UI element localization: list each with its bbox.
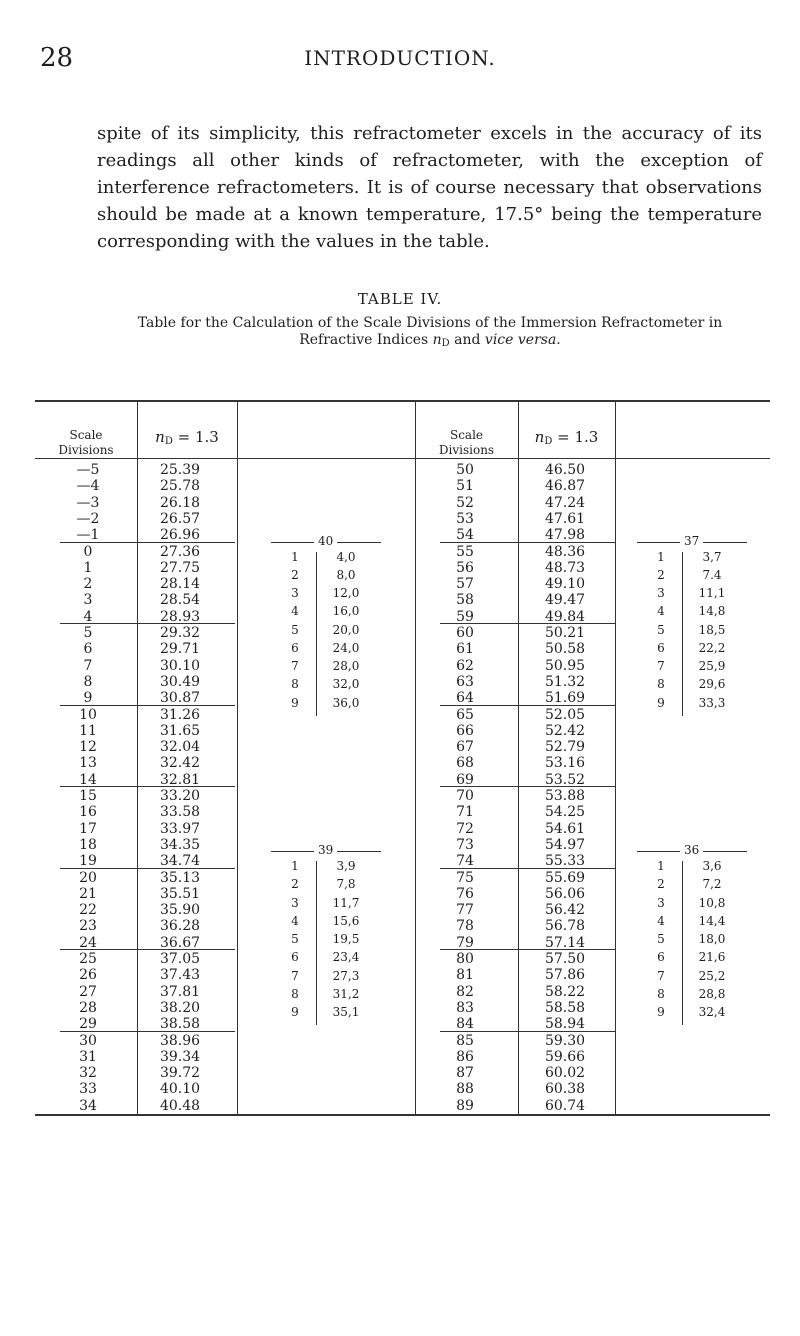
- prop-n: 7: [291, 968, 299, 983]
- table-row-scale: 57: [456, 576, 474, 593]
- prop-label-36: 36: [680, 843, 703, 857]
- prop-n: 6: [291, 640, 299, 655]
- table-row-nd: 26.57: [159, 510, 201, 527]
- table-row-scale: 67: [456, 739, 474, 756]
- table-row-nd: 33.58: [159, 804, 201, 821]
- table-row-scale: 86: [456, 1048, 474, 1065]
- prop-n: 8: [291, 677, 299, 692]
- prop-v: 24,0: [332, 640, 360, 655]
- table-row-nd: 48.73: [544, 559, 586, 576]
- table-row-scale: 1: [83, 559, 93, 576]
- table-row-nd: 47.98: [544, 527, 586, 544]
- table-row-scale: 59: [456, 608, 474, 625]
- table-row-nd: 32.04: [159, 739, 201, 756]
- prop-v: 31,2: [332, 986, 360, 1001]
- prop-v: 4,0: [336, 549, 356, 564]
- prop-n: 4: [657, 604, 665, 619]
- table-row-scale: 13: [79, 755, 97, 772]
- table-row-scale: 30: [79, 1032, 97, 1049]
- prop-v: 36,0: [332, 695, 360, 710]
- table-row-nd: 25.39: [159, 462, 201, 478]
- prop-n: 1: [657, 549, 665, 564]
- prop-n: 2: [291, 877, 299, 892]
- table-row-nd: 52.79: [544, 739, 586, 756]
- table-row-scale: 84: [456, 1016, 474, 1033]
- table-row-nd: 35.13: [159, 869, 201, 886]
- table-row-nd: 59.30: [544, 1032, 586, 1049]
- table-row-scale: —1: [76, 527, 100, 544]
- prop-n: 6: [657, 640, 665, 655]
- table-row-scale: 11: [79, 722, 97, 739]
- prop-v: 15,6: [332, 913, 360, 928]
- header-rule: [35, 458, 770, 459]
- table-row-nd: 60.38: [544, 1081, 586, 1098]
- table-row-scale: 18: [79, 836, 97, 853]
- header-nd-symbol: n: [155, 428, 165, 446]
- table-row-scale: 14: [79, 771, 97, 788]
- prop-v: 25,2: [698, 968, 726, 983]
- table-row-scale: 9: [83, 690, 93, 707]
- column-rule: [237, 400, 238, 1114]
- table-row-nd: 54.25: [544, 804, 586, 821]
- header-nd: [137, 430, 237, 449]
- table-row-nd: 36.28: [159, 918, 201, 935]
- prop-v: 7.4: [702, 567, 722, 582]
- table-row-nd: 28.14: [159, 576, 201, 593]
- table-row-scale: 4: [83, 608, 93, 625]
- table-row-nd: 31.65: [159, 722, 201, 739]
- header-scale-line: Divisions: [438, 443, 495, 457]
- table-row-nd: 58.22: [544, 983, 586, 1000]
- table-row-scale: 64: [456, 690, 474, 707]
- table-row-scale: 77: [456, 902, 474, 919]
- prop-n: 8: [291, 986, 299, 1001]
- prop-v: 7,2: [702, 877, 722, 892]
- prop-v: 21,6: [698, 950, 726, 965]
- prop-rule: [316, 861, 317, 1025]
- table-row-scale: 54: [456, 527, 474, 544]
- table-row-scale: 71: [456, 804, 474, 821]
- table-row-nd: 34.74: [159, 853, 201, 870]
- caption-line-1: Table for the Calculation of the Scale Divisions of the Immersion Refractometer in: [137, 315, 723, 331]
- prop-n: 4: [291, 913, 299, 928]
- table-row-scale: 56: [456, 559, 474, 576]
- table-row-nd: 56.42: [544, 902, 586, 919]
- table-row-nd: 31.26: [159, 706, 201, 723]
- prop-n: 4: [291, 604, 299, 619]
- table-bottom-rule: [35, 1114, 770, 1116]
- table-row-nd: 28.54: [159, 592, 201, 609]
- header-nd-value: = 1.3: [172, 428, 219, 446]
- table-row-nd: 56.78: [544, 918, 586, 935]
- table-row-nd: 46.50: [544, 462, 586, 478]
- table-row-nd: 57.86: [544, 967, 586, 984]
- table-row-nd: 34.35: [159, 836, 201, 853]
- table-row-nd: 53.52: [544, 771, 586, 788]
- column-rule: [518, 400, 519, 1114]
- table-row-scale: 51: [456, 478, 474, 495]
- table-row-nd: 52.42: [544, 722, 586, 739]
- table-row-scale: 83: [456, 999, 474, 1016]
- table-row-scale: —2: [76, 510, 100, 527]
- prop-n: 5: [291, 932, 299, 947]
- table-row-nd: 29.71: [159, 641, 201, 658]
- header-nd-sub: D: [164, 436, 173, 447]
- prop-v: 22,2: [698, 640, 726, 655]
- table-row-scale: 52: [456, 494, 474, 511]
- table-row-scale: 28: [79, 999, 97, 1016]
- prop-v: 29,6: [698, 677, 726, 692]
- table-row-nd: 55.69: [544, 869, 586, 886]
- table-row-nd: 39.34: [159, 1048, 201, 1065]
- table-row-scale: 8: [83, 673, 93, 690]
- prop-v: 3,7: [702, 549, 722, 564]
- table-row-nd: 27.36: [159, 543, 201, 560]
- table-row-scale: —4: [76, 478, 100, 495]
- table-row-nd: 35.51: [159, 885, 201, 902]
- prop-rule: [316, 552, 317, 716]
- prop-n: 2: [657, 567, 665, 582]
- table-row-nd: 58.58: [544, 999, 586, 1016]
- body-paragraph: spite of its simplicity, this refractometer excels in the accuracy of its readings all other kinds of refractometer, with the exception of interference refractometers. It is of course necessary that observations should be made at a known temperature, 17.5° being the temperature corresponding with the values in the table.: [97, 123, 762, 252]
- table-row-nd: 50.58: [544, 641, 586, 658]
- table-row-nd: 28.93: [159, 608, 201, 625]
- table-row-scale: 10: [79, 706, 97, 723]
- prop-n: 5: [657, 932, 665, 947]
- table-row-scale: 78: [456, 918, 474, 935]
- table-row-nd: 57.50: [544, 951, 586, 967]
- caption-vice-versa: vice versa.: [484, 332, 561, 348]
- table-row-nd: 30.87: [159, 690, 201, 707]
- table-row-nd: 48.36: [544, 543, 586, 560]
- prop-v: 14,8: [698, 604, 726, 619]
- prop-n: 5: [291, 622, 299, 637]
- table-row-nd: 49.84: [544, 608, 586, 625]
- prop-n: 1: [657, 859, 665, 874]
- table-row-nd: 27.75: [159, 559, 201, 576]
- prop-v: 28,0: [332, 659, 360, 674]
- table-row-scale: 50: [456, 462, 474, 478]
- table-row-scale: 33: [79, 1081, 97, 1098]
- table-row-nd: 39.72: [159, 1065, 201, 1082]
- table-row-scale: 23: [79, 918, 97, 935]
- prop-n: 6: [291, 950, 299, 965]
- table-row-nd: 37.43: [159, 967, 201, 984]
- prop-n: 9: [291, 695, 299, 710]
- prop-v: 35,1: [332, 1005, 360, 1020]
- table-top-rule: [35, 400, 770, 402]
- caption-nd: n: [432, 332, 442, 348]
- table-title: TABLE IV.: [357, 290, 443, 308]
- table-row-nd: 38.96: [159, 1032, 201, 1049]
- table-row-nd: 47.24: [544, 494, 586, 511]
- header-scale-divisions: [415, 428, 518, 458]
- prop-v: 33,3: [698, 695, 726, 710]
- table-row-nd: 46.87: [544, 478, 586, 495]
- table-row-scale: 12: [79, 739, 97, 756]
- table-row-scale: 16: [79, 804, 97, 821]
- prop-v: 19,5: [332, 932, 360, 947]
- table-row-scale: 75: [456, 869, 474, 886]
- page-number: 28: [40, 43, 74, 73]
- table-row-nd: 40.48: [159, 1097, 201, 1114]
- table-row-scale: 2: [83, 576, 93, 593]
- prop-v: 11,1: [698, 586, 726, 600]
- table-row-nd: 37.05: [159, 951, 201, 967]
- table-row-nd: 35.90: [159, 902, 201, 919]
- table-row-nd: 32.81: [159, 771, 201, 788]
- prop-v: 20,0: [332, 622, 360, 637]
- table-row-scale: 17: [79, 820, 97, 837]
- prop-v: 18,5: [698, 622, 726, 637]
- table-row-nd: 25.78: [159, 478, 201, 495]
- table-row-scale: 80: [456, 951, 474, 967]
- table-row-scale: 55: [456, 543, 474, 560]
- table-row-scale: 65: [456, 706, 474, 723]
- prop-n: 9: [657, 1005, 665, 1020]
- prop-n: 2: [657, 877, 665, 892]
- table-row-scale: 0: [83, 543, 93, 560]
- table-row-nd: 38.20: [159, 999, 201, 1016]
- table-row-scale: 26: [79, 967, 97, 984]
- column-rule: [615, 400, 616, 1114]
- table-row-nd: 26.96: [159, 527, 201, 544]
- table-row-scale: 6: [83, 641, 93, 658]
- table-row-nd: 60.02: [544, 1065, 586, 1082]
- table-row-scale: 69: [456, 771, 474, 788]
- prop-n: 6: [657, 950, 665, 965]
- table-row-nd: 32.42: [159, 755, 201, 772]
- table-row-scale: 72: [456, 820, 474, 837]
- table-row-nd: 30.49: [159, 673, 201, 690]
- header-nd-symbol: n: [534, 428, 545, 446]
- table-row-scale: 27: [79, 983, 97, 1000]
- prop-n: 9: [291, 1005, 299, 1020]
- table-row-nd: 40.10: [159, 1081, 201, 1098]
- prop-n: 3: [657, 586, 665, 600]
- prop-n: 1: [291, 549, 299, 564]
- prop-rule: [682, 552, 683, 716]
- table-row-nd: 26.18: [159, 494, 201, 511]
- prop-n: 8: [657, 986, 665, 1001]
- prop-v: 8,0: [336, 567, 356, 582]
- prop-v: 11,7: [332, 895, 360, 910]
- table-row-nd: 49.10: [544, 576, 586, 593]
- table-row-scale: 31: [79, 1048, 97, 1065]
- table-row-nd: 51.32: [544, 673, 586, 690]
- table-row-scale: 32: [79, 1065, 97, 1082]
- prop-v: 23,4: [332, 950, 360, 965]
- prop-v: 16,0: [332, 604, 360, 619]
- prop-v: 32,0: [332, 677, 360, 692]
- caption-nd-sub: D: [441, 338, 450, 349]
- table-row-nd: 50.95: [544, 657, 586, 674]
- table-row-nd: 49.47: [544, 592, 586, 609]
- caption-and: and: [449, 332, 485, 348]
- prop-v: 27,3: [332, 968, 360, 983]
- table-row-scale: 60: [456, 625, 474, 641]
- prop-rule: [682, 861, 683, 1025]
- table-row-scale: 3: [83, 592, 93, 609]
- table-row-scale: 25: [79, 951, 97, 967]
- table-row-scale: 15: [79, 788, 97, 804]
- prop-v: 32,4: [698, 1005, 726, 1020]
- table-row-scale: 70: [456, 788, 474, 804]
- table-row-scale: 53: [456, 510, 474, 527]
- header-scale-divisions: [35, 428, 137, 458]
- table-row-scale: 61: [456, 641, 474, 658]
- prop-label-39: 39: [314, 843, 337, 857]
- table-row-nd: 47.61: [544, 510, 586, 527]
- table-row-scale: 66: [456, 722, 474, 739]
- table-row-nd: 30.10: [159, 657, 201, 674]
- table-row-scale: 34: [79, 1097, 97, 1114]
- table-row-scale: 20: [79, 869, 97, 886]
- table-row-scale: 63: [456, 673, 474, 690]
- prop-label-37: 37: [680, 534, 703, 548]
- header-scale-line: Scale: [449, 428, 484, 442]
- header-scale-line: Divisions: [58, 443, 114, 457]
- prop-n: 7: [291, 659, 299, 674]
- table-row-scale: 62: [456, 657, 474, 674]
- prop-label-40: 40: [314, 534, 337, 548]
- prop-v: 7,8: [336, 877, 356, 892]
- table-row-nd: 53.16: [544, 755, 586, 772]
- table-row-scale: 89: [456, 1097, 474, 1114]
- caption-text: Refractive Indices: [299, 332, 433, 348]
- prop-v: 10,8: [698, 895, 726, 910]
- table-row-nd: 59.66: [544, 1048, 586, 1065]
- table-row-nd: 55.33: [544, 853, 586, 870]
- prop-v: 12,0: [332, 586, 360, 600]
- header-nd-value: = 1.3: [552, 428, 599, 446]
- table-row-nd: 60.74: [544, 1097, 586, 1114]
- column-rule: [137, 400, 138, 1114]
- table-row-nd: 57.14: [544, 934, 586, 951]
- header-scale-line: Scale: [69, 428, 103, 442]
- table-row-scale: 22: [79, 902, 97, 919]
- table-row-scale: 76: [456, 885, 474, 902]
- table-row-nd: 53.88: [544, 788, 586, 804]
- table-row-scale: 73: [456, 836, 474, 853]
- table-row-nd: 36.67: [159, 934, 201, 951]
- table-row-scale: 68: [456, 755, 474, 772]
- prop-n: 2: [291, 567, 299, 582]
- table-row-scale: 85: [456, 1032, 474, 1049]
- prop-v: 25,9: [698, 659, 726, 674]
- prop-v: 3,6: [702, 859, 722, 874]
- prop-v: 28,8: [698, 986, 726, 1001]
- table-row-nd: 50.21: [544, 625, 586, 641]
- table-row-nd: 52.05: [544, 706, 586, 723]
- table-row-scale: 74: [456, 853, 474, 870]
- table-row-scale: —5: [76, 462, 100, 478]
- prop-n: 8: [657, 677, 665, 692]
- header-nd-sub: D: [544, 436, 553, 447]
- prop-v: 3,9: [336, 859, 356, 874]
- table-row-scale: 79: [456, 934, 474, 951]
- table-row-nd: 29.32: [159, 625, 201, 641]
- column-rule: [415, 400, 416, 1114]
- table-row-nd: 51.69: [544, 690, 586, 707]
- prop-n: 5: [657, 622, 665, 637]
- table-row-nd: 33.20: [159, 788, 201, 804]
- prop-n: 3: [657, 895, 665, 910]
- table-row-scale: 81: [456, 967, 474, 984]
- prop-v: 14,4: [698, 913, 726, 928]
- prop-n: 7: [657, 659, 665, 674]
- table-row-scale: 29: [79, 1016, 97, 1033]
- prop-v: 18,0: [698, 932, 726, 947]
- prop-n: 9: [657, 695, 665, 710]
- table-row-nd: 58.94: [544, 1016, 586, 1033]
- prop-n: 7: [657, 968, 665, 983]
- table-row-scale: —3: [76, 494, 100, 511]
- prop-n: 4: [657, 913, 665, 928]
- table-row-nd: 38.58: [159, 1016, 201, 1033]
- table-row-scale: 5: [83, 625, 93, 641]
- table-row-nd: 37.81: [159, 983, 201, 1000]
- prop-n: 3: [291, 895, 299, 910]
- table-row-nd: 54.97: [544, 836, 586, 853]
- table-row-scale: 58: [456, 592, 474, 609]
- prop-n: 3: [291, 586, 299, 600]
- table-row-nd: 33.97: [159, 820, 201, 837]
- prop-n: 1: [291, 859, 299, 874]
- table-row-scale: 82: [456, 983, 474, 1000]
- table-row-nd: 56.06: [544, 885, 586, 902]
- table-row-scale: 21: [79, 885, 97, 902]
- table-row-scale: 88: [456, 1081, 474, 1098]
- table-row-scale: 19: [79, 853, 97, 870]
- table-row-scale: 24: [79, 934, 97, 951]
- table-row-nd: 54.61: [544, 820, 586, 837]
- table-row-scale: 87: [456, 1065, 474, 1082]
- running-head: INTRODUCTION.: [304, 46, 496, 70]
- table-row-scale: 7: [83, 657, 93, 674]
- header-nd: [518, 430, 615, 449]
